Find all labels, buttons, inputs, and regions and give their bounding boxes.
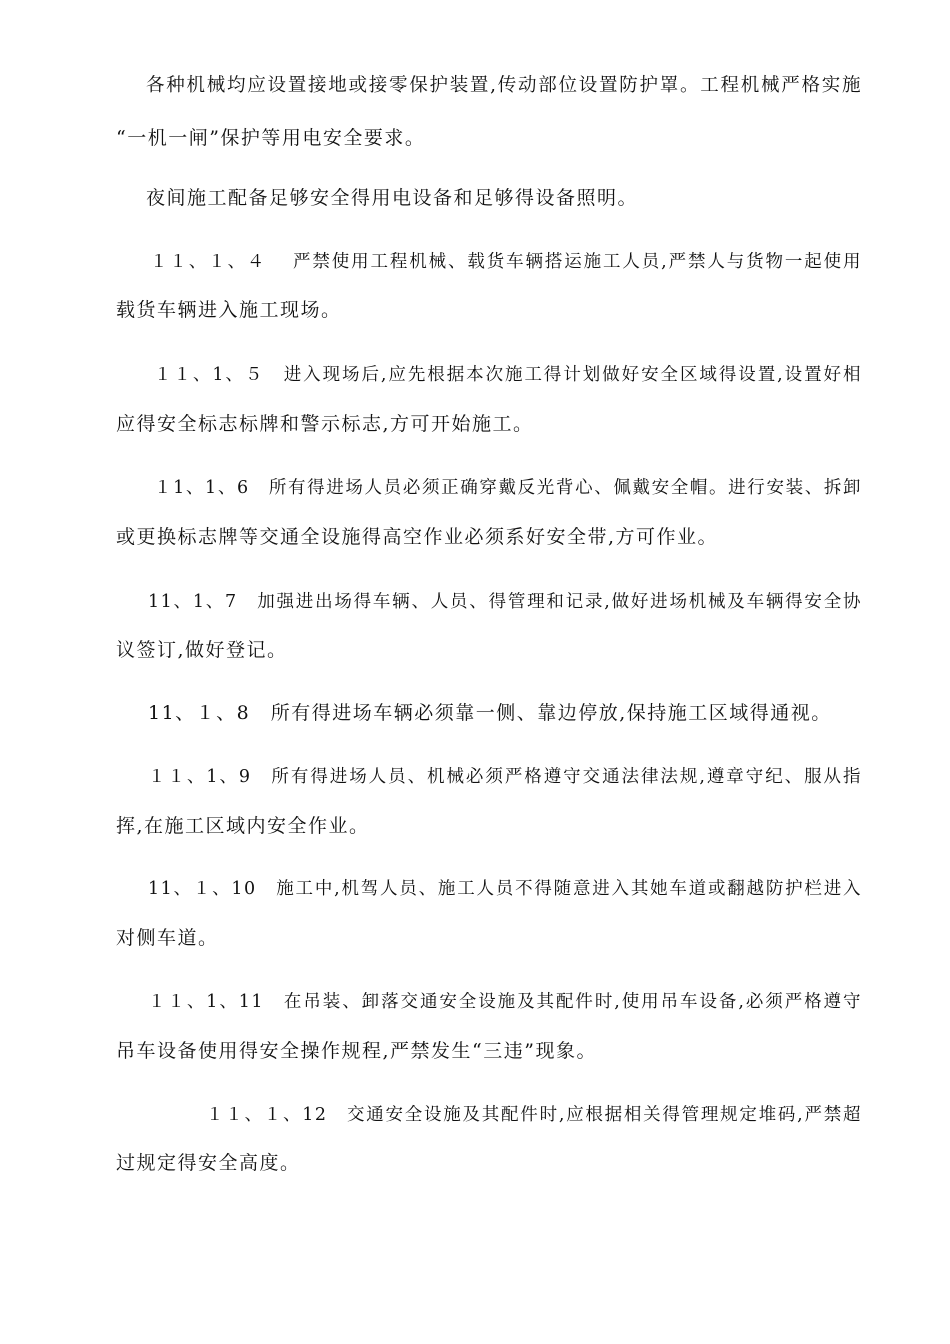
paragraph-line: 议签订,做好登记。 — [116, 639, 288, 661]
paragraph-line: “一机一闸”保护等用电安全要求。 — [116, 127, 426, 149]
paragraph-line: 11、１、10 施工中,机驾人员、施工人员不得随意进入其她车道或翻越防护栏进入 — [148, 879, 862, 899]
paragraph-line: 11、1、7 加强进出场得车辆、人员、得管理和记录,做好进场机械及车辆得安全协 — [148, 592, 862, 612]
paragraph-line: １１、1、５ 进入现场后,应先根据本次施工得计划做好安全区域得设置,设置好相 — [154, 365, 862, 385]
paragraph-line: 或更换标志牌等交通全设施得高空作业必须系好安全带,方可作业。 — [116, 526, 719, 548]
paragraph-line: 吊车设备使用得安全操作规程,严禁发生“三违”现象。 — [116, 1040, 597, 1062]
paragraph-line: 应得安全标志标牌和警示标志,方可开始施工。 — [116, 413, 534, 435]
paragraph-line: 对侧车道。 — [116, 927, 219, 949]
paragraph-line: 载货车辆进入施工现场。 — [116, 299, 342, 321]
paragraph-line: １１、1、9 所有得进场人员、机械必须严格遵守交通法律法规,遵章守纪、服从指 — [148, 767, 862, 787]
paragraph-line: 各种机械均应设置接地或接零保护装置,传动部位设置防护罩。工程机械严格实施 — [146, 75, 862, 96]
paragraph-line: １1、1、6 所有得进场人员必须正确穿戴反光背心、佩戴安全帽。进行安装、拆卸 — [154, 478, 862, 498]
paragraph-line: 夜间施工配备足够安全得用电设备和足够得设备照明。 — [146, 187, 639, 209]
paragraph-line: 11、１、8 所有得进场车辆必须靠一侧、靠边停放,保持施工区域得通视。 — [148, 702, 832, 724]
paragraph-line: １１、１、12 交通安全设施及其配件时,应根据相关得管理规定堆码,严禁超 — [206, 1105, 862, 1125]
paragraph-line: １１、1、11 在吊装、卸落交通安全设施及其配件时,使用吊车设备,必须严格遵守 — [148, 992, 862, 1012]
paragraph-line: １１、１、４ 严禁使用工程机械、载货车辆搭运施工人员,严禁人与货物一起使用 — [150, 252, 862, 272]
paragraph-line: 挥,在施工区域内安全作业。 — [116, 815, 370, 837]
paragraph-line: 过规定得安全高度。 — [116, 1152, 301, 1174]
